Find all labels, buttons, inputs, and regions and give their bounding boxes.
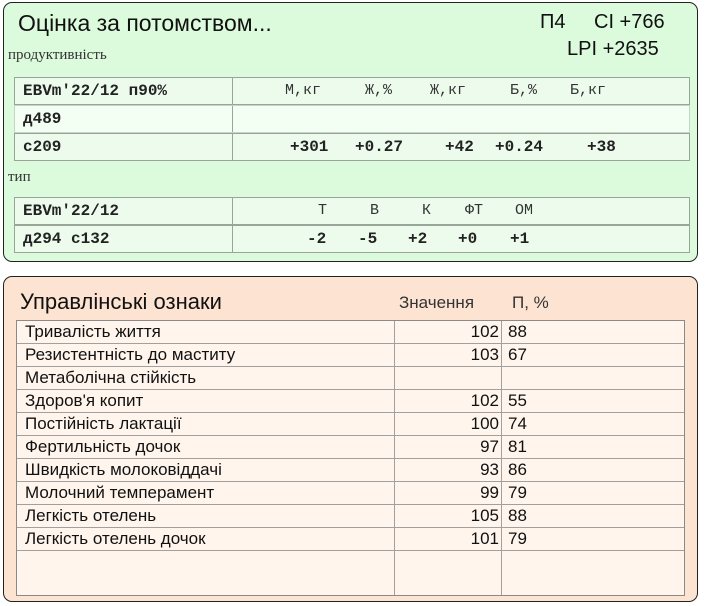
- table-row: [17, 390, 684, 413]
- productivity-header-row: [14, 77, 690, 105]
- type-section-label: тип: [8, 169, 31, 185]
- trait-label: Швидкість молоковіддачі: [25, 460, 222, 479]
- trait-label: Резистентність до маститу: [25, 345, 236, 364]
- table-row: [17, 551, 684, 574]
- table-row: [17, 505, 684, 528]
- table-row: [17, 321, 684, 344]
- type-row-d294-s132: [14, 225, 690, 253]
- col-om: ОМ: [515, 202, 534, 219]
- type-header-label: EBVm'22/12: [23, 202, 120, 220]
- trait-reliability: 88: [508, 506, 527, 525]
- table-row: [17, 413, 684, 436]
- productivity-section-label: продуктивність: [8, 47, 107, 63]
- col-protein-kg: Б,кг: [570, 82, 607, 99]
- value-v: -5: [358, 230, 378, 248]
- trait-reliability: 79: [508, 483, 527, 502]
- lpi-value: LPI +2635: [567, 38, 659, 60]
- trait-value: 100: [470, 414, 499, 433]
- trait-label: Метаболічна стійкість: [25, 368, 197, 387]
- table-row: [17, 344, 684, 367]
- trait-reliability: 55: [508, 391, 527, 410]
- col-v: В: [370, 202, 380, 219]
- col-protein-pct: Б,%: [510, 82, 538, 99]
- management-traits-panel: [3, 276, 698, 602]
- productivity-row-s209: [14, 133, 690, 161]
- row-label: с209: [23, 138, 62, 156]
- column-header-value: Значення: [399, 293, 475, 312]
- trait-reliability: 67: [508, 345, 527, 364]
- panel-title: Оцінка за потомством...: [18, 10, 272, 36]
- trait-label: Постійність лактації: [25, 414, 182, 433]
- p-label: П4: [540, 11, 566, 33]
- col-t: Т: [318, 202, 328, 219]
- trait-label: Молочний темперамент: [25, 483, 215, 502]
- trait-reliability: 74: [508, 414, 527, 433]
- trait-value: 99: [480, 483, 499, 502]
- row-label: д294 с132: [23, 230, 110, 248]
- type-header-row: [14, 197, 690, 225]
- trait-label: Тривалість життя: [25, 322, 161, 341]
- productivity-header-label: EBVm'22/12 п90%: [23, 82, 168, 100]
- trait-reliability: 79: [508, 529, 527, 548]
- table-row: [17, 528, 684, 551]
- col-ft: ФТ: [465, 202, 484, 219]
- trait-label: Фертильність дочок: [25, 437, 181, 456]
- trait-reliability: 88: [508, 322, 527, 341]
- value-protein-kg: +38: [587, 138, 616, 156]
- trait-label: Легкість отелень дочок: [25, 529, 206, 548]
- trait-value: 93: [480, 460, 499, 479]
- management-traits-table: [16, 320, 685, 596]
- value-t: -2: [307, 230, 327, 248]
- col-milk-kg: М,кг: [285, 82, 322, 99]
- table-row: [17, 482, 684, 505]
- ci-value: CI +766: [594, 11, 665, 33]
- productivity-row-d489: [14, 105, 690, 133]
- progeny-evaluation-panel: [3, 2, 698, 262]
- trait-reliability: 81: [508, 437, 527, 456]
- trait-label: Здоров'я копит: [25, 391, 144, 410]
- value-protein-pct: +0.24: [495, 138, 544, 156]
- trait-value: 103: [470, 345, 499, 364]
- trait-label: Легкість отелень: [25, 506, 157, 525]
- table-row: [17, 459, 684, 482]
- value-om: +1: [510, 230, 530, 248]
- table-row: [17, 367, 684, 390]
- value-fat-pct: +0.27: [355, 138, 404, 156]
- trait-value: 105: [470, 506, 499, 525]
- trait-value: 102: [470, 322, 499, 341]
- management-title: Управлінські ознаки: [20, 289, 222, 314]
- col-fat-kg: Ж,кг: [430, 82, 467, 99]
- row-label: д489: [23, 110, 62, 128]
- col-k: К: [422, 202, 432, 219]
- value-ft: +0: [458, 230, 478, 248]
- trait-value: 97: [480, 437, 499, 456]
- trait-reliability: 86: [508, 460, 527, 479]
- value-milk-kg: +301: [290, 138, 329, 156]
- value-k: +2: [408, 230, 428, 248]
- value-fat-kg: +42: [445, 138, 474, 156]
- column-header-reliability: П, %: [512, 293, 549, 312]
- table-row: [17, 436, 684, 459]
- col-fat-pct: Ж,%: [365, 82, 393, 99]
- trait-value: 102: [470, 391, 499, 410]
- trait-value: 101: [470, 529, 499, 548]
